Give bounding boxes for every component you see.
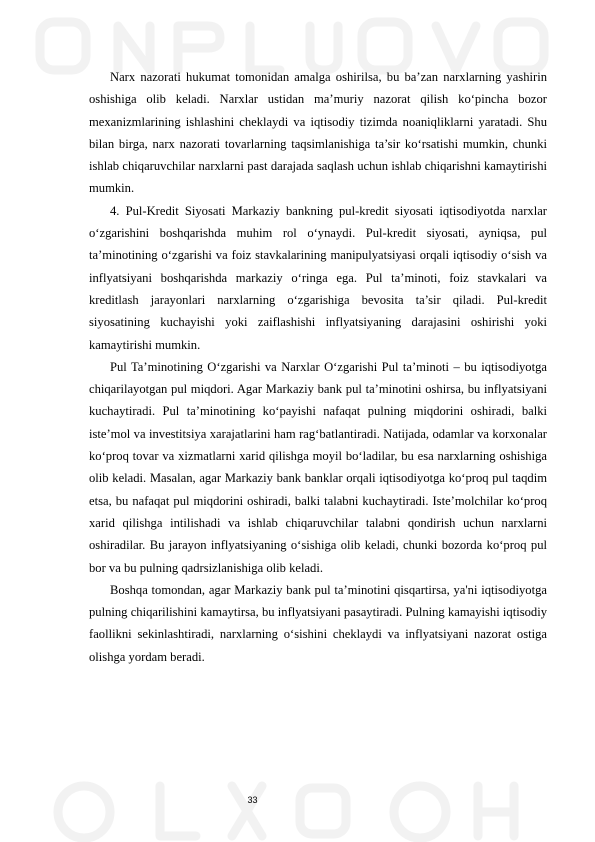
paragraph-monetary-policy: 4. Pul-Kredit Siyosati Markaziy bankning pul-kredit siyosati iqtisodiyotda narxlar o‘zgarishini boshqarishda muhim rol o‘ynaydi. Pul-kredit siyosati, ayniqsa, pul ta’minotining o‘zgarishi va foiz stavkalarining manipulyatsiyasi orqali iqtisodiy o‘sish va inflyatsiyani boshqarishda markaziy o‘ringa ega. Pul ta’minoti, foiz stavkalari va kreditlash jarayonlari narxlarning o‘zgarishiga bevosita ta’sir qiladi. Pul-kredit siyosatining kuchayishi yoki zaiflashishi inflyatsiyaning darajasini oshirishi yoki kamaytirishi mumkin. [89,203,547,352]
paragraph-money-supply: Pul Ta’minotining O‘zgarishi va Narxlar O‘zgarishi Pul ta’minoti – bu iqtisodiyotga chiqarilayotgan pul miqdori. Agar Markaziy bank pul ta’minotini oshirsa, bu inflyatsiyani kuchaytiradi. Pul ta’minotining ko‘payishi nafaqat pulning miqdorini oshiradi, balki iste’mol va investitsiya xarajatlarini ham rag‘batlantiradi. Natijada, odamlar va korxonalar ko‘proq tovar va xizmatlarni xarid qilishga moyil bo‘ladilar, bu esa narxlarning oshishiga olib keladi. Masalan, agar Markaziy bank banklar orqali iqtisodiyotga ko‘proq pul taqdim etsa, bu nafaqat pul miqdorini oshiradi, balki talabni kuchaytiradi. Iste’molchilar ko‘proq xarid qilishga intilishadi va ishlab chiqaruvchilar talabni qondirish uchun narxlarni oshiradilar. Bu jarayon inflyatsiyaning o‘sishiga olib keladi, chunki bozorda ko‘proq pul bor va bu pulning qadrsizlanishiga olib keladi. [89,359,547,575]
page-number: 33 [247,795,258,805]
document-body [89,66,547,668]
paragraph-price-control: Narx nazorati hukumat tomonidan amalga oshirilsa, bu ba’zan narxlarning yashirin oshishiga olib keladi. Narxlar ustidan ma’muriy nazorat qilish ko‘pincha bozor mexanizmlarining ishlashini cheklaydi va iqtisodiy tizimda noaniqliklarni yaratadi. Shu bilan birga, narx nazorati tovarlarning taqsimlanishiga ta’sir ko‘rsatishi mumkin, chunki ishlab chiqaruvchilar narxlarni past darajada saqlash uchun ishlab chiqarishni kamaytirishi mumkin. [89,70,547,196]
paragraph-money-supply-reduction: Boshqa tomondan, agar Markaziy bank pul ta’minotini qisqartirsa, ya'ni iqtisodiyotga pulning chiqarilishini kamaytirsa, bu inflyatsiyani pasaytiradi. Pulning kamayishi iqtisodiy faollikni sekinlashtiradi, narxlarning o‘sishini cheklaydi va inflyatsiyani nazorat ostiga olishga yordam beradi. [89,582,547,664]
